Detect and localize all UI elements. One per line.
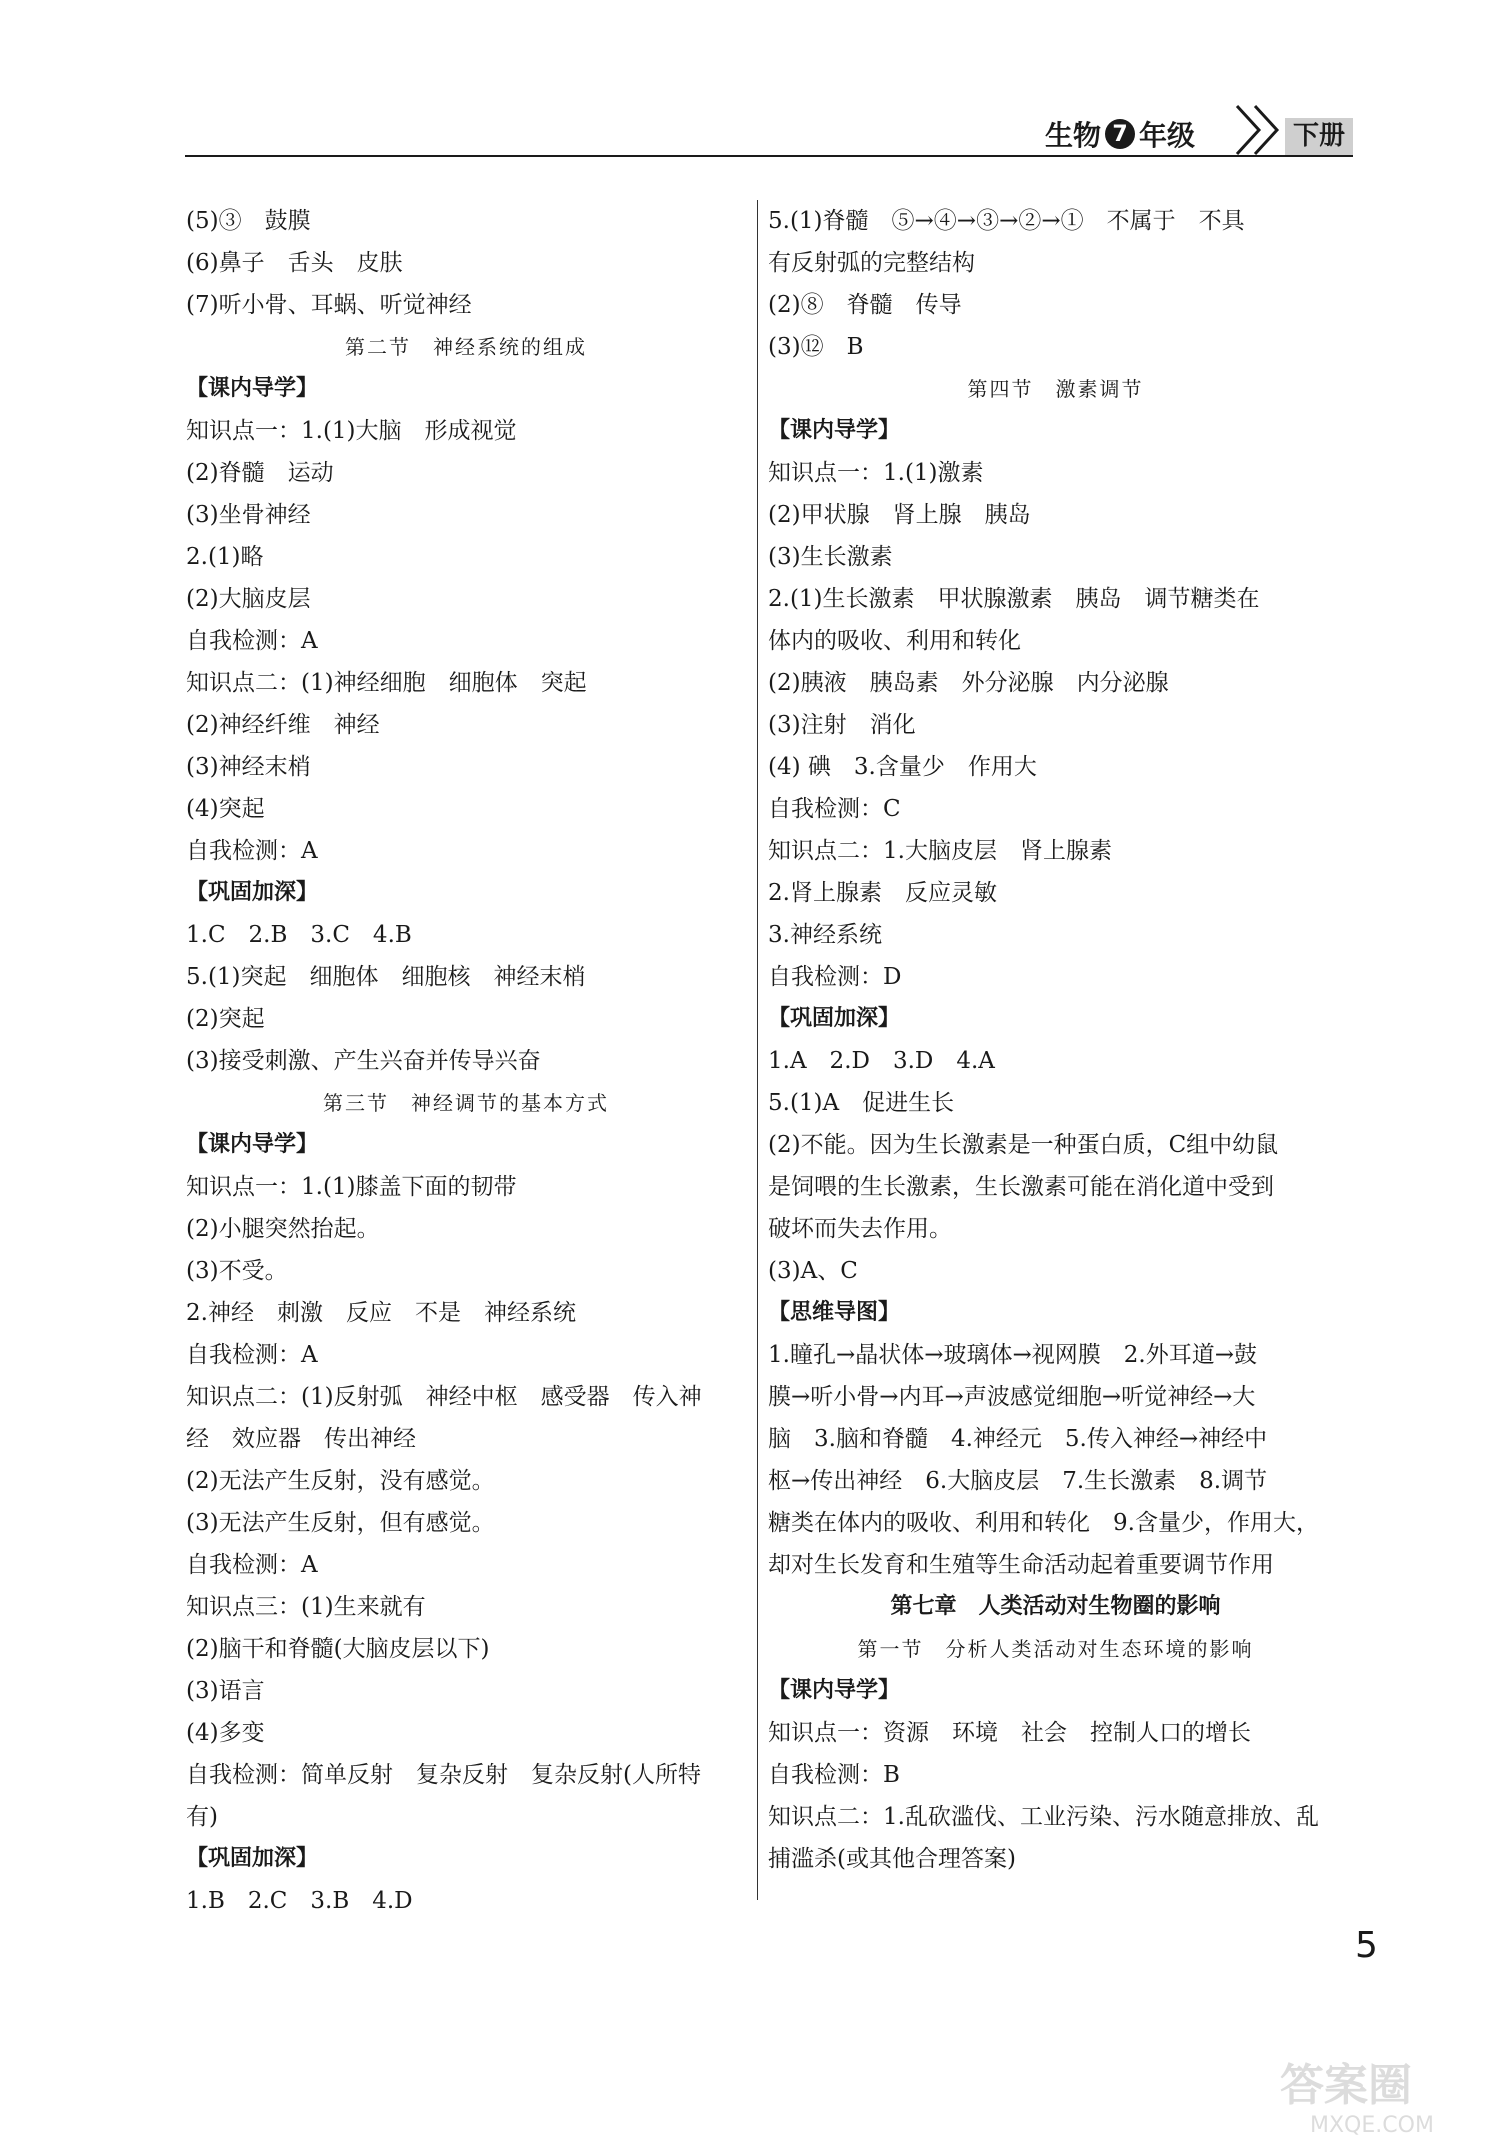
answer-line: 2.神经 刺激 反应 不是 神经系统 xyxy=(186,1300,576,1326)
block-heading: 【课内导学】 xyxy=(768,1678,901,1703)
answer-line: 自我检测：A xyxy=(186,1342,318,1368)
watermark-logo xyxy=(1270,2050,1500,2140)
answer-line: 有反射弧的完整结构 xyxy=(768,250,975,276)
answer-line: (3)注射 消化 xyxy=(768,712,916,738)
answer-line: 知识点一：资源 环境 社会 控制人口的增长 xyxy=(768,1720,1251,1746)
answer-line: 5.(1)突起 细胞体 细胞核 神经末梢 xyxy=(186,964,586,990)
block-heading: 【巩固加深】 xyxy=(186,880,319,905)
answer-line: 1.B 2.C 3.B 4.D xyxy=(186,1888,413,1914)
answer-line: 体内的吸收、利用和转化 xyxy=(768,628,1021,654)
answer-line: 自我检测：D xyxy=(768,964,902,990)
subject-grade-title xyxy=(1045,114,1195,154)
answer-line: (3)神经末梢 xyxy=(186,754,311,780)
answer-line: 1.C 2.B 3.C 4.B xyxy=(186,922,412,948)
answer-line: (3)⑫ B xyxy=(768,334,864,360)
answer-line: 2.肾上腺素 反应灵敏 xyxy=(768,880,997,906)
answer-line: 自我检测：A xyxy=(186,1552,318,1578)
answer-line: 自我检测：A xyxy=(186,628,318,654)
answer-line: (2)神经纤维 神经 xyxy=(186,712,380,738)
block-heading: 【思维导图】 xyxy=(768,1300,901,1325)
answer-line: (3)坐骨神经 xyxy=(186,502,311,528)
answer-line: 破坏而失去作用。 xyxy=(768,1216,952,1242)
answer-line: 糖类在体内的吸收、利用和转化 9.含量少，作用大， xyxy=(768,1510,1319,1536)
answer-line: (3)生长激素 xyxy=(768,544,893,570)
answer-line: 是饲喂的生长激素，生长激素可能在消化道中受到 xyxy=(768,1174,1274,1200)
section-heading: 第四节 激素调节 xyxy=(967,377,1144,401)
page-number: 5 xyxy=(1355,1925,1378,1966)
answer-line: 知识点二：1.乱砍滥伐、工业污染、污水随意排放、乱 xyxy=(768,1804,1319,1830)
answer-line: 知识点一：1.(1)膝盖下面的韧带 xyxy=(186,1174,517,1200)
answer-line: 脑 3.脑和脊髓 4.神经元 5.传入神经→神经中 xyxy=(768,1426,1268,1452)
grade-number-badge: 7 xyxy=(1105,119,1135,149)
answer-line: (3)不受。 xyxy=(186,1258,288,1284)
section-heading: 第一节 分析人类活动对生态环境的影响 xyxy=(857,1637,1254,1661)
answer-line: (3)A、C xyxy=(768,1258,858,1284)
answer-line: (3)无法产生反射，但有感觉。 xyxy=(186,1510,495,1536)
answer-line: (2)大脑皮层 xyxy=(186,586,311,612)
answer-line: (2)⑧ 脊髓 传导 xyxy=(768,292,962,318)
answer-line: 3.神经系统 xyxy=(768,922,882,948)
answer-line: 有) xyxy=(186,1804,218,1830)
answer-line: (2)脊髓 运动 xyxy=(186,460,334,486)
answer-line: 膜→听小骨→内耳→声波感觉细胞→听觉神经→大 xyxy=(768,1384,1256,1410)
answer-line: 1.瞳孔→晶状体→玻璃体→视网膜 2.外耳道→鼓 xyxy=(768,1342,1257,1368)
answer-line: 知识点一：1.(1)激素 xyxy=(768,460,984,486)
answer-line: 捕滥杀(或其他合理答案) xyxy=(768,1846,1016,1872)
right-column xyxy=(768,200,1343,1880)
svg-text:MXQE.COM: MXQE.COM xyxy=(1310,2113,1434,2138)
answer-line: (7)听小骨、耳蜗、听觉神经 xyxy=(186,292,472,318)
answer-line: (5)③ 鼓膜 xyxy=(186,208,311,234)
answer-line: 知识点一：1.(1)大脑 形成视觉 xyxy=(186,418,517,444)
answer-line: 自我检测：A xyxy=(186,838,318,864)
answer-line: (3)语言 xyxy=(186,1678,265,1704)
answer-line: 经 效应器 传出神经 xyxy=(186,1426,416,1452)
block-heading: 【课内导学】 xyxy=(186,376,319,401)
chapter-heading: 第七章 人类活动对生物圈的影响 xyxy=(890,1594,1221,1619)
answer-line: 5.(1)脊髓 ⑤→④→③→②→① 不属于 不具 xyxy=(768,208,1245,234)
answer-line: 1.A 2.D 3.D 4.A xyxy=(768,1048,995,1074)
page-header xyxy=(185,108,1353,158)
column-divider xyxy=(757,200,758,1900)
block-heading: 【课内导学】 xyxy=(768,418,901,443)
answer-line: 知识点二：(1)神经细胞 细胞体 突起 xyxy=(186,670,587,696)
answer-line: 知识点二：(1)反射弧 神经中枢 感受器 传入神 xyxy=(186,1384,702,1410)
answer-line: (2)无法产生反射，没有感觉。 xyxy=(186,1468,495,1494)
section-heading: 第三节 神经调节的基本方式 xyxy=(323,1091,609,1115)
answer-line: (2)不能。因为生长激素是一种蛋白质，C组中幼鼠 xyxy=(768,1132,1279,1158)
answer-line: (4)多变 xyxy=(186,1720,265,1746)
left-column xyxy=(186,200,746,1922)
block-heading: 【巩固加深】 xyxy=(768,1006,901,1031)
answer-line: 却对生长发育和生殖等生命活动起着重要调节作用 xyxy=(768,1552,1274,1578)
answer-line: (4) 碘 3.含量少 作用大 xyxy=(768,754,1037,780)
answer-line: 2.(1)略 xyxy=(186,544,264,570)
answer-line: (2)脑干和脊髓(大脑皮层以下) xyxy=(186,1636,490,1662)
answer-line: (3)接受刺激、产生兴奋并传导兴奋 xyxy=(186,1048,541,1074)
answer-line: (6)鼻子 舌头 皮肤 xyxy=(186,250,403,276)
volume-tab: 下册 xyxy=(1285,118,1353,155)
chevron-right-icon xyxy=(1233,102,1285,158)
answer-line: (2)突起 xyxy=(186,1006,265,1032)
svg-text:答案圈: 答案圈 xyxy=(1280,2060,1412,2111)
answer-line: (2)甲状腺 肾上腺 胰岛 xyxy=(768,502,1031,528)
answer-line: 自我检测：C xyxy=(768,796,901,822)
answer-line: 自我检测：简单反射 复杂反射 复杂反射(人所特 xyxy=(186,1762,701,1788)
grade-suffix: 年级 xyxy=(1139,119,1196,152)
answer-line: 自我检测：B xyxy=(768,1762,900,1788)
answer-line: (2)小腿突然抬起。 xyxy=(186,1216,380,1242)
block-heading: 【课内导学】 xyxy=(186,1132,319,1157)
answer-line: 知识点二：1.大脑皮层 肾上腺素 xyxy=(768,838,1112,864)
answer-line: 枢→传出神经 6.大脑皮层 7.生长激素 8.调节 xyxy=(768,1468,1268,1494)
answer-line: 知识点三：(1)生来就有 xyxy=(186,1594,426,1620)
subject-label: 生物 xyxy=(1045,119,1102,152)
answer-line: 2.(1)生长激素 甲状腺激素 胰岛 调节糖类在 xyxy=(768,586,1260,612)
header-rule xyxy=(185,155,1353,157)
answer-line: 5.(1)A 促进生长 xyxy=(768,1090,955,1116)
answer-line: (2)胰液 胰岛素 外分泌腺 内分泌腺 xyxy=(768,670,1169,696)
answer-line: (4)突起 xyxy=(186,796,265,822)
block-heading: 【巩固加深】 xyxy=(186,1846,319,1871)
section-heading: 第二节 神经系统的组成 xyxy=(345,335,587,359)
